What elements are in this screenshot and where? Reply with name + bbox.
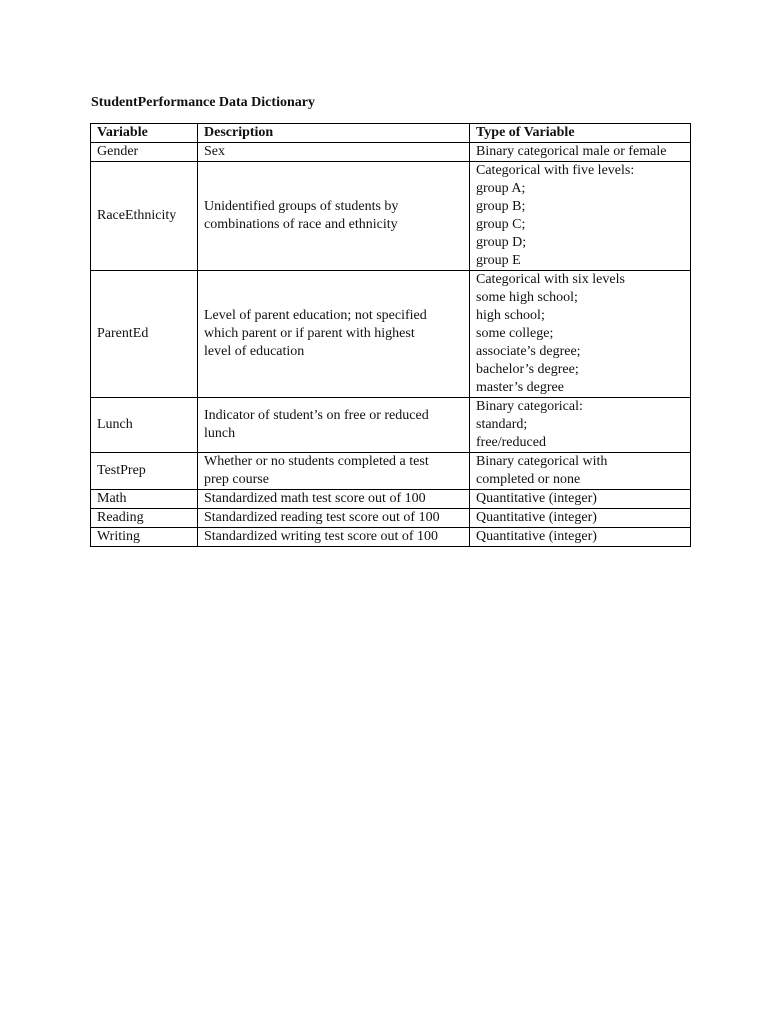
table-row: [91, 490, 691, 509]
type-cell: Binary categorical with completed or none: [470, 453, 691, 490]
header-type: Type of Variable: [470, 124, 691, 143]
variable-cell: Writing: [91, 528, 198, 547]
data-dictionary-table: [90, 123, 691, 547]
description-cell: Standardized math test score out of 100: [198, 490, 470, 509]
variable-cell: Lunch: [91, 398, 198, 453]
type-cell: Quantitative (integer): [470, 509, 691, 528]
description-cell: Standardized reading test score out of 100: [198, 509, 470, 528]
table-row: [91, 271, 691, 398]
type-cell: Binary categorical: standard; free/reduced: [470, 398, 691, 453]
description-cell: Unidentified groups of students by combinations of race and ethnicity: [198, 162, 470, 271]
type-cell: Categorical with five levels: group A; group B; group C; group D; group E: [470, 162, 691, 271]
variable-cell: Gender: [91, 143, 198, 162]
description-cell: Standardized writing test score out of 100: [198, 528, 470, 547]
table-header-row: [91, 124, 691, 143]
table-row: [91, 398, 691, 453]
variable-cell: Math: [91, 490, 198, 509]
table-row: [91, 509, 691, 528]
description-cell: Indicator of student’s on free or reduced lunch: [198, 398, 470, 453]
type-cell: Quantitative (integer): [470, 490, 691, 509]
table-row: [91, 528, 691, 547]
description-cell: Whether or no students completed a test prep course: [198, 453, 470, 490]
table-row: [91, 453, 691, 490]
description-cell: Sex: [198, 143, 470, 162]
type-cell: Quantitative (integer): [470, 528, 691, 547]
header-variable: Variable: [91, 124, 198, 143]
table-row: [91, 162, 691, 271]
variable-cell: Reading: [91, 509, 198, 528]
variable-cell: RaceEthnicity: [91, 162, 198, 271]
description-cell: Level of parent education; not specified which parent or if parent with highest level of education: [198, 271, 470, 398]
table-row: [91, 143, 691, 162]
type-cell: Categorical with six levels some high school; high school; some college; associate’s degree; bachelor’s degree; master’s degree: [470, 271, 691, 398]
header-description: Description: [198, 124, 470, 143]
type-cell: Binary categorical male or female: [470, 143, 691, 162]
variable-cell: ParentEd: [91, 271, 198, 398]
variable-cell: TestPrep: [91, 453, 198, 490]
document-title: StudentPerformance Data Dictionary: [91, 95, 315, 110]
